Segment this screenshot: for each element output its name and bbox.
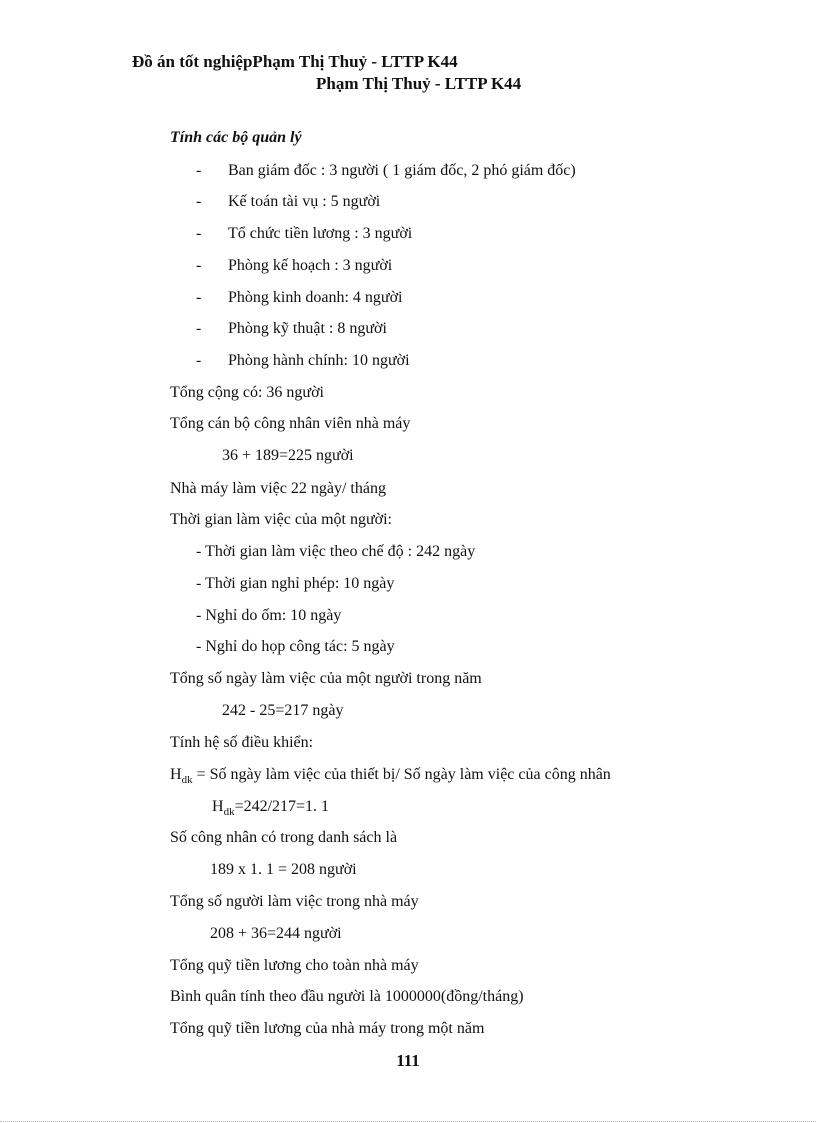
total-staff-calc: 36 + 189=225 người (222, 447, 354, 464)
total-days-label: Tổng số ngày làm việc của một người trong năm (170, 670, 482, 687)
hdk-formula-text: = Số ngày làm việc của thiết bị/ Số ngày làm việc của công nhân (192, 766, 611, 783)
salary-fund-label: Tổng quỹ tiền lương cho toàn nhà máy (170, 957, 419, 974)
annual-leave: - Thời gian nghỉ phép: 10 ngày (196, 575, 395, 592)
total-people-calc: 208 + 36=244 người (210, 925, 342, 942)
workers-calc: 189 x 1. 1 = 208 người (210, 861, 357, 878)
page-bottom-border (0, 1121, 816, 1122)
list-dash: - (196, 162, 202, 179)
sick-leave: - Nghỉ do ốm: 10 ngày (196, 607, 342, 624)
work-regime: - Thời gian làm việc theo chế độ : 242 ngày (196, 543, 476, 560)
list-dash: - (196, 352, 202, 369)
hdk-calc (212, 797, 329, 822)
list-dash: - (196, 289, 202, 306)
hdk-subscript: dk (181, 774, 193, 786)
list-item-text: Ban giám đốc : 3 người ( 1 giám đốc, 2 phó giám đốc) (228, 162, 576, 179)
list-item-text: Phòng kỹ thuật : 8 người (228, 320, 387, 337)
page-number: 111 (396, 1051, 420, 1070)
work-days-month: Nhà máy làm việc 22 ngày/ tháng (170, 480, 386, 497)
list-item-text: Phòng kinh doanh: 4 người (228, 289, 403, 306)
hdk-calc-subscript: dk (223, 806, 235, 818)
list-item-text: Kế toán tài vụ : 5 người (228, 193, 381, 210)
list-dash: - (196, 193, 202, 210)
hdk-symbol: H (170, 766, 182, 783)
business-leave: - Nghỉ do họp công tác: 5 ngày (196, 638, 395, 655)
section-title: Tính các bộ quản lý (170, 129, 302, 146)
total-people-label: Tổng số người làm việc trong nhà máy (170, 893, 419, 910)
total-management: Tổng cộng có: 36 người (170, 384, 324, 401)
annual-fund-label: Tổng quỹ tiền lương của nhà máy trong một năm (170, 1020, 485, 1037)
total-days-calc: 242 - 25=217 ngày (222, 702, 344, 719)
list-item-text: Phòng kế hoạch : 3 người (228, 257, 393, 274)
average-salary: Bình quân tính theo đầu người là 1000000(đồng/tháng) (170, 988, 524, 1005)
list-item-text: Tổ chức tiền lương : 3 người (228, 225, 413, 242)
header-line-1: Đồ án tốt nghiệpPhạm Thị Thuỷ - LTTP K44 (132, 52, 458, 71)
header-line-2: Phạm Thị Thuỷ - LTTP K44 (316, 74, 522, 93)
list-dash: - (196, 257, 202, 274)
list-item-text: Phòng hành chính: 10 người (228, 352, 410, 369)
hdk-calc-text: =242/217=1. 1 (234, 798, 330, 815)
list-dash: - (196, 225, 202, 242)
hdk-formula (170, 765, 611, 790)
hdk-calc-symbol: H (212, 798, 224, 815)
list-dash: - (196, 320, 202, 337)
total-staff-label: Tổng cán bộ công nhân viên nhà máy (170, 415, 411, 432)
coefficient-label: Tính hệ số điều khiển: (170, 734, 314, 751)
work-time-label: Thời gian làm việc của một người: (170, 511, 392, 528)
workers-label: Số công nhân có trong danh sách là (170, 829, 398, 846)
